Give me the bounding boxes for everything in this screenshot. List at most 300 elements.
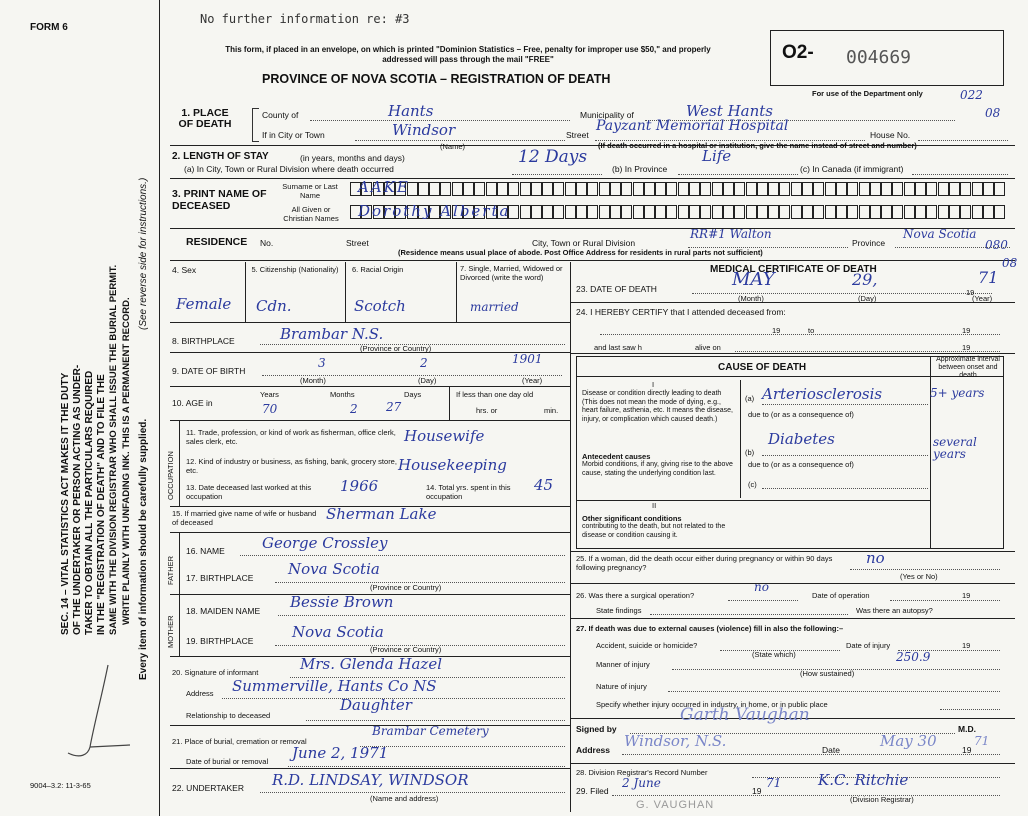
house-no-line <box>918 140 1008 141</box>
name-grid-cell <box>712 205 723 219</box>
name-grid-cell <box>520 205 531 219</box>
age-years-label: Years <box>260 390 279 399</box>
name-grid-cell <box>960 182 971 196</box>
alive-on-line <box>735 351 1000 352</box>
dob-month-value: 3 <box>318 356 326 370</box>
undertaker-hint: (Name and address) <box>370 794 439 803</box>
name-grid-cell <box>757 182 768 196</box>
residence-street-label: Street <box>346 238 369 248</box>
residence-city-label: City, Town or Rural Division <box>532 238 636 248</box>
name-grid-cell <box>599 205 610 219</box>
burial-date-label: Date of burial or removal <box>186 757 269 766</box>
rule-v3 <box>456 262 457 322</box>
certify-line <box>600 334 1000 335</box>
birthplace-hint: (Province or Country) <box>360 344 432 353</box>
name-grid-cell <box>994 205 1005 219</box>
name-grid-cell <box>700 182 711 196</box>
cause-a-marker: (a) <box>745 394 755 403</box>
name-grid-cell <box>892 182 903 196</box>
total-yrs-value: 45 <box>534 476 554 494</box>
interval-b-value: several years <box>933 435 977 461</box>
municipality-value: West Hants <box>686 102 773 120</box>
relationship-label: Relationship to deceased <box>186 711 271 720</box>
rule-after-age <box>170 420 570 421</box>
min-label: min. <box>544 406 559 415</box>
stay-city-line <box>512 174 602 175</box>
given-name-label: All Given or Christian Names <box>283 205 339 223</box>
name-grid-cell <box>825 182 836 196</box>
name-grid-cell <box>836 205 847 219</box>
rule-v1 <box>245 262 246 322</box>
name-grid-cell <box>915 205 926 219</box>
rule-after-burial <box>170 768 570 769</box>
name-grid-cell <box>791 182 802 196</box>
reg-prefix: O2- <box>782 42 814 63</box>
state-which-hint: (State which) <box>752 650 796 659</box>
city-label: If in City or Town <box>262 130 325 140</box>
surname-label: Surname or Last Name <box>282 182 338 200</box>
form-title: PROVINCE OF NOVA SCOTIA – REGISTRATION OF DEATH <box>262 72 611 86</box>
dob-day-hint: (Day) <box>418 376 437 385</box>
name-grid-cell <box>689 182 700 196</box>
name-grid-cell <box>723 205 734 219</box>
age-months-label: Months <box>330 390 355 399</box>
filed-year-value: 71 <box>766 776 782 790</box>
name-grid-cell <box>972 205 983 219</box>
burial-date-value: June 2, 1971 <box>292 744 389 762</box>
disease-label: Disease or condition directly leading to death (This does not mean the mode of dying, e.g., heart failure, asthenia, etc. It means the disease, injury, or complication which caused death.) <box>582 390 733 423</box>
father-side-label: FATHER <box>166 555 175 585</box>
name-grid-cell <box>779 182 790 196</box>
name-grid-cell <box>429 182 440 196</box>
sex-label: 4. Sex <box>172 265 197 275</box>
burial-place-line <box>360 746 565 747</box>
certify-to: to <box>808 326 815 335</box>
name-grid-cell <box>881 182 892 196</box>
state-findings-label: State findings <box>596 606 642 615</box>
county-label: County of <box>262 110 299 120</box>
doctor-year-value: 71 <box>974 734 990 748</box>
pregnancy-line <box>850 569 1000 570</box>
name-grid-cell <box>621 205 632 219</box>
name-grid-cell <box>666 182 677 196</box>
father-birthplace-hint: (Province or Country) <box>370 583 442 592</box>
manner-code-value: 250.9 <box>896 650 931 664</box>
manner-label: Manner of injury <box>596 660 650 669</box>
med-cert-title: MEDICAL CERTIFICATE OF DEATH <box>710 264 877 275</box>
name-grid-cell <box>633 182 644 196</box>
rule-after-stay <box>170 178 1015 179</box>
name-grid-cell <box>486 182 497 196</box>
alive-19: 19 <box>962 343 971 352</box>
external-label: 27. If death was due to external causes (violence) fill in also the following:– <box>576 624 844 633</box>
rule-after-25 <box>570 583 1015 584</box>
name-grid-cell <box>599 182 610 196</box>
age-years-value: 70 <box>262 402 278 416</box>
name-grid-cell <box>644 182 655 196</box>
rule-after-name <box>170 228 1015 229</box>
side-text-6: WRITE PLAINLY WITH UNFADING INK. THIS IS A PERMANENT RECORD. <box>121 297 132 625</box>
name-grid-cell <box>440 182 451 196</box>
date-op-19: 19 <box>962 591 971 600</box>
cause-b-line <box>762 455 928 456</box>
name-grid-cell <box>497 182 508 196</box>
last-saw-label: and last saw h <box>594 343 642 352</box>
name-grid-cell <box>531 182 542 196</box>
father-birthplace-label: 17. BIRTHPLACE <box>186 573 254 583</box>
name-grid-cell <box>508 182 519 196</box>
name-grid-cell <box>757 205 768 219</box>
dob-year-value: 1901 <box>512 352 543 366</box>
citizenship-label: 5. Citizenship (Nationality) <box>251 265 339 274</box>
interval-a-value: 5+ years <box>930 386 985 400</box>
md-label: M.D. <box>958 724 976 734</box>
undertaker-line <box>260 792 565 793</box>
death-day-value: 29, <box>852 270 878 289</box>
death-day-hint: (Day) <box>858 294 877 303</box>
roman-two: II <box>652 501 657 510</box>
length-of-stay-label: 2. LENGTH OF STAY <box>172 151 269 162</box>
name-grid-cell <box>565 205 576 219</box>
nature-line <box>668 691 1000 692</box>
dob-label: 9. DATE OF BIRTH <box>172 366 246 376</box>
municipality-label: Municipality of <box>580 110 634 120</box>
name-grid-cell <box>700 205 711 219</box>
antecedent-label: Antecedent causes <box>582 452 651 461</box>
how-hint: (How sustained) <box>800 669 855 678</box>
antecedent-hint: Morbid conditions, if any, giving rise to the above cause, stating the underlying condition last. <box>582 461 733 477</box>
name-grid-cell <box>802 182 813 196</box>
name-grid-cell <box>960 205 971 219</box>
name-grid-cell <box>972 182 983 196</box>
rule-after-23 <box>570 302 1015 303</box>
age-days-value: 27 <box>386 400 402 414</box>
place-brace <box>252 108 259 142</box>
name-grid-cell <box>994 182 1005 196</box>
cause-label-divider <box>740 380 741 498</box>
side-text-4: IN THE "REGISTRATION OF DEATH" AND TO FILE THE <box>96 374 107 635</box>
mail-notice: This form, if placed in an envelope, on which is printed "Dominion Statistics – Free, penalty for improper use $50," and properly addressed will pass through the mail "FREE" <box>225 45 711 64</box>
signed-by-value: Garth Vaughan <box>680 705 810 725</box>
name-grid-cell <box>983 205 994 219</box>
cause-c-line <box>762 488 928 489</box>
side-text-5: SAME WITH THE DIVISION REGISTRAR WHO SHALL ISSUE THE BURIAL PERMIT. <box>108 264 119 635</box>
stay-canada-line <box>912 174 1008 175</box>
interval-column-rule <box>930 356 931 549</box>
house-no-label: House No. <box>870 130 911 140</box>
residence-province-value: Nova Scotia <box>903 227 977 241</box>
father-name-value: George Crossley <box>262 534 388 552</box>
rule-occ-side <box>179 420 180 506</box>
undertaker-label: 22. UNDERTAKER <box>172 783 244 793</box>
name-grid-cell <box>904 205 915 219</box>
other-sig-label: Other significant conditions <box>582 514 682 523</box>
city-line <box>355 140 565 141</box>
name-grid-cell <box>655 182 666 196</box>
stay-province-line <box>678 174 798 175</box>
name-grid-cell <box>926 182 937 196</box>
surname-value: AAKE <box>358 178 410 196</box>
name-grid-cell <box>949 182 960 196</box>
doctor-address-value: Windsor, N.S. <box>624 732 727 750</box>
place-of-death-label: 1. PLACE OF DEATH <box>178 107 232 130</box>
rule-after-dob <box>170 386 570 387</box>
birthplace-label: 8. BIRTHPLACE <box>172 336 235 346</box>
rule-after-26 <box>570 618 1015 619</box>
street-value: Payzant Memorial Hospital <box>596 118 789 134</box>
informant-value: Mrs. Glenda Hazel <box>300 655 442 673</box>
record-no-label: 28. Division Registrar's Record Number <box>576 768 708 777</box>
age-months-value: 2 <box>350 402 358 416</box>
rule-after-sex <box>170 322 570 323</box>
name-grid-cell <box>926 205 937 219</box>
center-divider <box>570 262 571 812</box>
name-grid-cell <box>474 182 485 196</box>
side-text-2: OF THE UNDERTAKER OR PERSON ACTING AS UNDER- <box>72 364 83 635</box>
trade-label: 11. Trade, profession, or kind of work as fisherman, office clerk, sales clerk, etc. <box>186 428 396 446</box>
name-grid-cell <box>949 205 960 219</box>
specify-line <box>940 709 1000 710</box>
last-worked-label: 13. Date deceased last worked at this occupation <box>186 483 312 501</box>
in-canada-label: (c) In Canada (if immigrant) <box>800 164 904 174</box>
form-id: FORM 6 <box>30 22 68 33</box>
dept-code-2: 08 <box>985 106 1001 120</box>
cause-b-marker: (b) <box>745 448 755 457</box>
alive-on-label: alive on <box>695 343 721 352</box>
date-of-death-label: 23. DATE OF DEATH <box>576 284 657 294</box>
industry-label: 12. Kind of industry or business, as fishing, bank, grocery store, etc. <box>186 457 397 475</box>
filed-date-value: 2 June <box>622 776 661 790</box>
name-grid-cell <box>915 182 926 196</box>
name-grid-cell <box>881 205 892 219</box>
industry-value: Housekeeping <box>398 456 507 474</box>
residence-province-label: Province <box>852 238 886 248</box>
mother-maiden-label: 18. MAIDEN NAME <box>186 606 261 616</box>
rule-after-cause <box>570 551 1015 552</box>
pregnancy-value: no <box>866 549 885 567</box>
name-grid-cell <box>666 205 677 219</box>
filed-19: 19 <box>752 786 762 796</box>
name-grid-cell <box>802 205 813 219</box>
rule-age-split <box>449 386 450 420</box>
name-grid-cell <box>553 205 564 219</box>
date-of-death-line <box>692 293 992 294</box>
name-grid-cell <box>553 182 564 196</box>
relationship-value: Daughter <box>340 696 412 714</box>
given-name-value: Dorothy Alberta <box>358 202 511 220</box>
name-grid-cell <box>746 182 757 196</box>
date-injury-19: 19 <box>962 641 971 650</box>
name-grid-cell <box>870 205 881 219</box>
name-grid-cell <box>768 205 779 219</box>
name-grid-cell <box>463 182 474 196</box>
name-grid-cell <box>565 182 576 196</box>
relationship-line <box>306 720 565 721</box>
side-text-8: (See reverse side for instructions.) <box>138 177 149 330</box>
cause-part2-rule <box>576 500 930 501</box>
name-grid-cell <box>655 205 666 219</box>
name-grid-cell <box>610 182 621 196</box>
surgical-label: 26. Was there a surgical operation? <box>576 591 695 600</box>
other-sig-hint: contributing to the death, but not related to the disease or condition causing it. <box>582 523 726 539</box>
death-month-hint: (Month) <box>738 294 764 303</box>
name-grid-cell <box>768 182 779 196</box>
mother-side-label: MOTHER <box>166 615 175 648</box>
in-city-label: (a) In City, Town or Rural Division where death occurred <box>184 164 394 174</box>
burial-place-value: Brambar Cemetery <box>372 724 489 738</box>
name-grid-cell <box>644 205 655 219</box>
name-grid-cell <box>712 182 723 196</box>
undertaker-value: R.D. LINDSAY, WINDSOR <box>272 771 469 789</box>
residence-label: RESIDENCE <box>186 236 248 248</box>
pregnancy-label: 25. If a woman, did the death occur either during pregnancy or within 90 days following pregnancy? <box>576 554 833 572</box>
date-op-line <box>890 600 1000 601</box>
street-label: Street <box>566 130 589 140</box>
name-grid-cell <box>847 205 858 219</box>
surgical-value: no <box>754 580 769 594</box>
name-grid-cell <box>847 182 858 196</box>
spouse-label: 15. If married give name of wife or husband of deceased <box>172 509 317 527</box>
death-year-value: 71 <box>978 268 999 287</box>
signed-by-label: Signed by <box>576 724 617 734</box>
name-grid-cell <box>452 182 463 196</box>
cause-b-value: Diabetes <box>768 430 835 448</box>
doctor-address-line <box>622 754 1000 755</box>
left-margin-rule <box>159 0 160 816</box>
hospital-note: (If death occurred in a hospital or institution, give the name instead of street and number) <box>598 141 917 150</box>
dob-month-hint: (Month) <box>300 376 326 385</box>
father-name-label: 16. NAME <box>186 546 225 556</box>
registrar-value: K.C. Ritchie <box>818 771 909 789</box>
stay-province-value: Life <box>702 147 732 165</box>
city-name-hint: (Name) <box>440 142 466 151</box>
rule-v2 <box>345 262 346 322</box>
dept-code-4: 08 <box>1002 256 1018 270</box>
accident-label: Accident, suicide or homicide? <box>596 641 698 650</box>
racial-value: Scotch <box>354 297 406 315</box>
name-grid-cell <box>938 182 949 196</box>
surgical-line <box>728 600 798 601</box>
specify-label: Specify whether injury occurred in industry, in home, or in public place <box>596 700 828 709</box>
vaughan-stamp: G. VAUGHAN <box>636 799 715 811</box>
marital-label: 7. Single, Married, Widowed or Divorced (write the word) <box>460 264 563 282</box>
pregnancy-hint: (Yes or No) <box>900 572 938 581</box>
spouse-value: Sherman Lake <box>326 505 437 523</box>
certify-label: 24. I HEREBY CERTIFY that I attended deceased from: <box>576 307 786 317</box>
name-grid-cell <box>892 205 903 219</box>
racial-label: 6. Racial Origin <box>352 265 404 274</box>
informant-address-label: Address <box>186 689 214 698</box>
side-text-1: SEC. 14 – VITAL STATISTICS ACT MAKES IT THE DUTY <box>60 372 71 635</box>
trade-value: Housewife <box>404 427 485 445</box>
stay-city-value: 12 Days <box>518 147 588 167</box>
name-grid-cell <box>734 205 745 219</box>
informant-label: 20. Signature of informant <box>172 668 259 677</box>
registrar-hint: (Division Registrar) <box>850 795 914 804</box>
name-grid-cell <box>734 182 745 196</box>
reg-number: 004669 <box>846 47 912 68</box>
name-grid-cell <box>678 182 689 196</box>
name-grid-cell <box>621 182 632 196</box>
name-grid-cell <box>904 182 915 196</box>
name-grid-cell <box>520 182 531 196</box>
print-name-label: 3. PRINT NAME OF DECEASED <box>172 188 267 212</box>
in-province-label: (b) In Province <box>612 164 668 174</box>
name-grid-cell <box>689 205 700 219</box>
date-injury-label: Date of injury <box>846 641 891 650</box>
dept-code-3: 080 <box>985 238 1008 252</box>
death-year-hint: (Year) <box>972 294 993 303</box>
total-yrs-label: 14. Total yrs. spent in this occupation <box>426 483 511 501</box>
doctor-19: 19 <box>962 745 972 755</box>
filed-line <box>612 795 1000 796</box>
name-grid-cell <box>587 182 598 196</box>
age-days-label: Days <box>404 390 422 399</box>
father-birthplace-value: Nova Scotia <box>288 560 380 578</box>
state-findings-line <box>650 614 848 615</box>
name-grid-cell <box>983 182 994 196</box>
cause-a-line <box>762 404 928 405</box>
name-grid-cell <box>576 182 587 196</box>
name-grid-cell <box>723 182 734 196</box>
mother-birthplace-value: Nova Scotia <box>292 623 384 641</box>
side-text-7: Every item of information should be carefully supplied. <box>138 418 149 680</box>
typed-note: No further information re: #3 <box>200 12 410 26</box>
side-text-3: TAKER TO OBTAIN ALL THE PARTICULARS REQUIRED <box>84 370 95 635</box>
father-name-line <box>240 555 565 556</box>
informant-address-value: Summerville, Hants Co NS <box>232 677 437 695</box>
doctor-date-value: May 30 <box>880 732 937 750</box>
rule-after-residence <box>170 260 1015 261</box>
mother-birthplace-label: 19. BIRTHPLACE <box>186 636 254 646</box>
dept-code-1: 022 <box>960 88 983 102</box>
name-grid-cell <box>610 205 621 219</box>
dob-year-hint: (Year) <box>522 376 543 385</box>
residence-no-label: No. <box>260 238 274 248</box>
name-grid-cell <box>779 205 790 219</box>
certify-19-a: 19 <box>772 326 781 335</box>
sex-value: Female <box>176 295 232 313</box>
cause-title: CAUSE OF DEATH <box>718 362 807 373</box>
name-grid-cell <box>825 205 836 219</box>
mother-maiden-value: Bessie Brown <box>290 593 394 611</box>
name-grid-cell <box>587 205 598 219</box>
cause-c-marker: (c) <box>748 480 757 489</box>
autopsy-label: Was there an autopsy? <box>856 606 933 615</box>
certify-19-b: 19 <box>962 326 971 335</box>
doctor-date-label: Date <box>822 745 840 755</box>
name-grid-cell <box>542 205 553 219</box>
cause-a-value: Arteriosclerosis <box>762 385 883 403</box>
name-grid-cell <box>418 182 429 196</box>
rule-after-sign <box>570 763 1015 764</box>
date-op-label: Date of operation <box>812 591 870 600</box>
print-code: 9004–3.2: 11-3-65 <box>30 781 91 790</box>
name-grid-cell <box>633 205 644 219</box>
name-grid-cell <box>678 205 689 219</box>
mother-maiden-line <box>278 615 565 616</box>
rule-after-24 <box>570 353 1015 354</box>
name-grid-cell <box>813 205 824 219</box>
burial-place-label: 21. Place of burial, cremation or removal <box>172 737 307 746</box>
name-grid-cell <box>791 205 802 219</box>
occupation-side-label: OCCUPATION <box>166 451 175 500</box>
due-to-1: due to (or as a consequence of) <box>748 410 854 419</box>
residence-city-value: RR#1 Walton <box>690 227 772 241</box>
citizenship-value: Cdn. <box>256 297 292 315</box>
name-grid-cell <box>813 182 824 196</box>
death-month-value: MAY <box>732 269 775 290</box>
